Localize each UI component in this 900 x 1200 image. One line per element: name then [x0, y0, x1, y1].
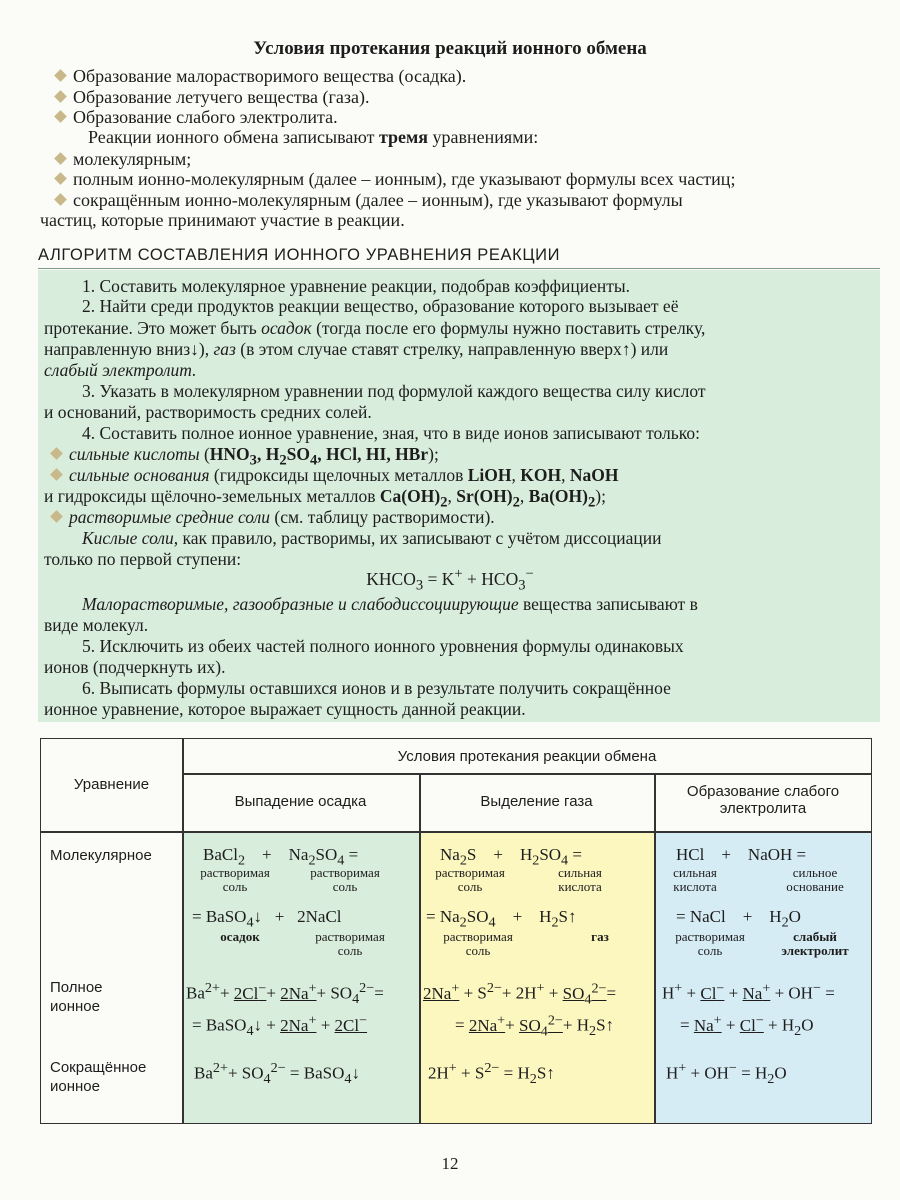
step-4: 4. Составить полное ионное уравнение, зная, что в виде ионов записывают только: — [82, 423, 700, 443]
step-6-line: ионное уравнение, которое выражает сущность данной реакции. — [44, 699, 526, 719]
formula: = BaSO$_4$↓ + 2NaCl — [192, 907, 342, 931]
step-3: 3. Указать в молекулярном уравнении под формулой каждого вещества силу кислот — [82, 381, 706, 401]
step-2-line: слабый электролит. — [44, 360, 197, 380]
substance-label: слабый электролит — [781, 929, 849, 958]
step-2: 2. Найти среди продуктов реакции вещество, образование которого вызывает её — [82, 296, 679, 316]
substance-label: растворимая соль — [310, 865, 380, 894]
formula: H+ + Cl− + Na+ + OH− = — [662, 980, 835, 1003]
substance-label: растворимая соль — [200, 865, 270, 894]
step-2-line: направленную вниз↓), газ (в этом случае ставят стрелку, направленную вверх↑) или — [44, 339, 669, 359]
strong-bases-line: и гидроксиды щёлочно-земельных металлов $Ca(OH)_2$, $Sr(OH)_2$, $Ba(OH)_2$); — [44, 486, 606, 511]
formula: $2H^+ + S^{2-}$ = $H_2S↑$ — [428, 1060, 555, 1088]
form-item-tail: частиц, которые принимают участие в реакции. — [40, 210, 405, 230]
page-number: 12 — [441, 1154, 459, 1173]
diamond-bullet-icon — [54, 110, 67, 123]
substance-label: растворимая соль — [443, 929, 513, 958]
row-label-molecular: Молекулярное — [50, 847, 152, 864]
khco3-equation: $KHCO_3 = K^+ + HCO_3^-$ — [366, 566, 534, 594]
diamond-bullet-icon — [50, 510, 63, 523]
weak-substances-line: Малорастворимые, газообразные и слабодиссоциирующие вещества записывают в — [82, 594, 698, 614]
table-vline — [419, 774, 421, 1124]
diamond-bullet-icon — [54, 69, 67, 82]
diamond-bullet-icon — [54, 90, 67, 103]
table-hline — [41, 831, 872, 833]
diamond-bullet-icon — [54, 193, 67, 206]
step-1: 1. Составить молекулярное уравнение реакции, подобрав коэффициенты. — [82, 276, 630, 296]
formula: $H^+ + OH^- = H_2O$ — [666, 1060, 787, 1088]
soluble-salts-item: растворимые средние соли (см. таблицу растворимости). — [44, 507, 878, 528]
formula: HCl + NaOH = — [676, 845, 807, 864]
diamond-bullet-icon — [54, 172, 67, 185]
step-5: 5. Исключить из обеих частей полного ионного уровнения формулы одинаковых — [82, 636, 684, 656]
formula: = $2Na^++ SO_4^{2-}+$ $H_2S↑$ — [455, 1012, 615, 1040]
step-6: 6. Выписать формулы оставшихся ионов и в результате получить сокращённое — [82, 678, 671, 698]
acid-salts-line: Кислые соли, как правило, растворимы, их записывают с учётом диссоциации — [82, 528, 662, 548]
algorithm-heading: АЛГОРИТМ СОСТАВЛЕНИЯ ИОННОГО УРАВНЕНИЯ РЕАКЦИИ — [38, 246, 561, 264]
step-2-line: протекание. Это может быть осадок (тогда после его формулы нужно поставить стрелку, — [44, 318, 706, 338]
acid-salts-line: только по первой ступени: — [44, 549, 242, 569]
arrow-down-icon: ↓ — [190, 339, 199, 359]
table-hline — [182, 773, 872, 775]
substance-label: сильная кислота — [673, 865, 717, 894]
arrow-up-icon: ↑ — [621, 339, 631, 359]
row-label-short: Сокращённое ионное — [50, 1059, 147, 1095]
substance-label: сильное основание — [786, 865, 844, 894]
substance-label: растворимая соль — [435, 865, 505, 894]
formula: $2Na^+ + S^{2-}+ 2H^+ + SO_4^{2-}=$ — [423, 980, 617, 1008]
substance-label: осадок — [220, 929, 260, 944]
form-item: молекулярным; — [56, 148, 191, 170]
form-item: сокращённым ионно-молекулярным (далее – ионным), где указывают формулы — [56, 189, 876, 211]
diamond-bullet-icon — [50, 447, 63, 460]
divider — [38, 268, 880, 269]
strong-acids-item: сильные кислоты ($HNO_3$, $H_2SO_4$, HCl, HI, HBr); — [44, 444, 878, 470]
condition-item: Образование слабого электролита. — [56, 106, 338, 128]
substance-label: растворимая соль — [675, 929, 745, 958]
table-header-equation: Уравнение — [73, 776, 150, 793]
form-item: полным ионно-молекулярным (далее – ионным), где указывают формулы всех частиц; — [56, 168, 735, 190]
table-header-weak: Образование слабого электролита — [686, 783, 840, 817]
table-header-gas: Выделение газа — [480, 793, 593, 810]
weak-substances-line: виде молекул. — [44, 615, 149, 635]
table-header-precipitate: Выпадение осадка — [234, 793, 367, 810]
substance-label: газ — [591, 929, 609, 944]
formula: = $Na^+ + Cl^- + H_2O$ — [680, 1012, 814, 1040]
formula: = $Na_2SO_4$ + $H_2S↑$ — [426, 907, 577, 931]
step-3-line: и оснований, растворимость средних солей. — [44, 402, 372, 422]
substance-label: растворимая соль — [315, 929, 385, 958]
page-title: Условия протекания реакций ионного обмена — [253, 38, 647, 59]
table-vline — [654, 774, 656, 1124]
formula: = BaSO$_4$↓ + 2Na+ + 2Cl− — [192, 1012, 368, 1040]
step-5-line: ионов (подчеркнуть их). — [44, 657, 226, 677]
formula: BaCl$_2$ + $Na_2SO_4$ = — [203, 845, 359, 869]
formula: $Ba^{2+}+ 2Cl^-+ 2Na^++ SO_4^{2-}=$ — [186, 980, 384, 1008]
strong-bases-item: сильные основания (гидроксиды щелочных металлов LiOH, KOH, NaOH — [44, 465, 878, 486]
table-header-conditions: Условия протекания реакции обмена — [397, 748, 657, 765]
row-label-full: Полное ионное — [50, 979, 103, 1015]
formula: $Ba^{2+}+ SO_4^{2-}$ = BaSO$_4$↓ — [194, 1060, 360, 1088]
formula: = NaCl + $H_2O$ — [676, 907, 801, 931]
diamond-bullet-icon — [54, 152, 67, 165]
intro-line: Реакции ионного обмена записывают тремя уравнениями: — [88, 127, 539, 147]
diamond-bullet-icon — [50, 468, 63, 481]
formula: $Na_2S$ + $H_2SO_4$ = — [440, 845, 582, 869]
condition-item: Образование малорастворимого вещества (осадка). — [56, 65, 466, 87]
substance-label: сильная кислота — [558, 865, 602, 894]
condition-item: Образование летучего вещества (газа). — [56, 86, 369, 108]
